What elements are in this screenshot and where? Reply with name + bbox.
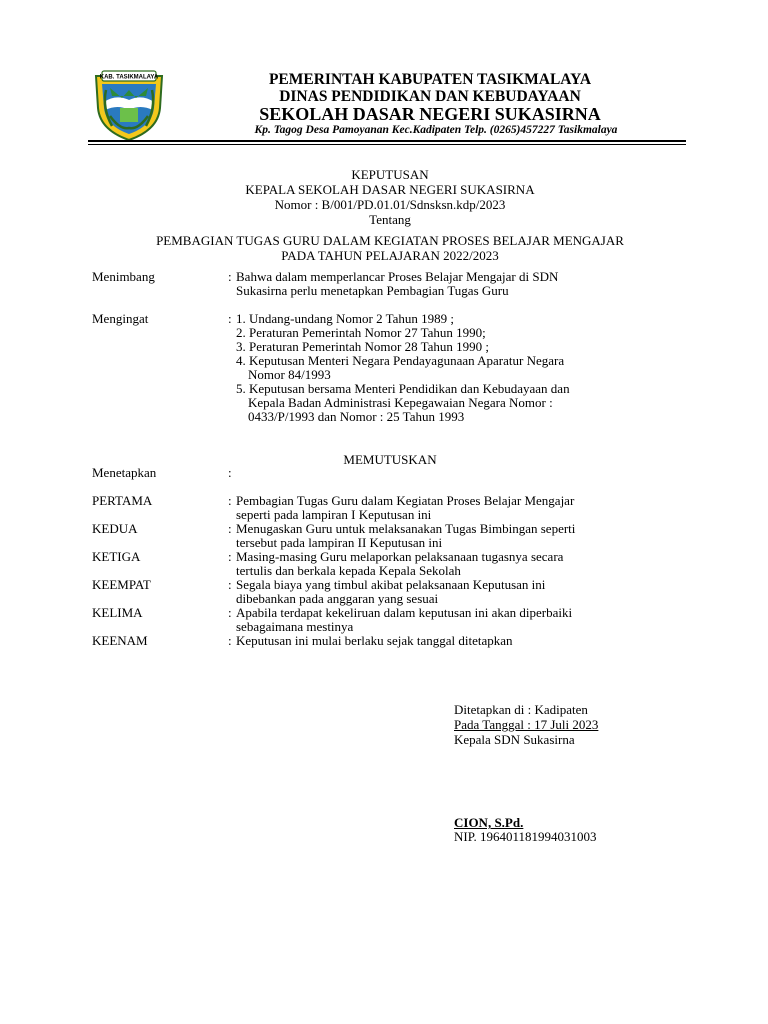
decision-colon: : <box>228 521 232 536</box>
decision-text <box>236 494 676 522</box>
decree-title: KEPUTUSAN <box>351 167 429 182</box>
menetapkan-colon: : <box>228 465 232 480</box>
mengingat-item: 3. Peraturan Pemerintah Nomor 28 Tahun 1990 ; <box>236 339 490 354</box>
decision-line: dibebankan pada anggaran yang sesuai <box>236 591 439 606</box>
signatory-nip: NIP. 196401181994031003 <box>454 829 597 844</box>
signature-place: Ditetapkan di : Kadipaten <box>454 702 588 717</box>
mengingat-item-continuation: Kepala Badan Administrasi Kepegawaian Negara Nomor : <box>248 395 553 410</box>
menimbang-label: Menimbang <box>92 269 155 284</box>
letterhead-line-2: DINAS PENDIDIKAN DAN KEBUDAYAAN <box>279 88 581 105</box>
decision-line: Masing-masing Guru melaporkan pelaksanaan tugasnya secara <box>236 549 564 564</box>
decision-line: tersebut pada lampiran II Keputusan ini <box>236 535 443 550</box>
decision-label: PERTAMA <box>92 493 153 508</box>
signature-position: Kepala SDN Sukasirna <box>454 732 575 747</box>
decision-label: KEEMPAT <box>92 577 151 592</box>
mengingat-label: Mengingat <box>92 311 149 326</box>
menetapkan-label: Menetapkan <box>92 465 157 480</box>
mengingat-item-continuation: Nomor 84/1993 <box>248 367 331 382</box>
menimbang-line: Bahwa dalam memperlancar Proses Belajar Mengajar di SDN <box>236 269 559 284</box>
mengingat-item: 1. Undang-undang Nomor 2 Tahun 1989 ; <box>236 311 455 326</box>
mengingat-colon: : <box>228 311 232 326</box>
decision-colon: : <box>228 605 232 620</box>
decision-text <box>236 550 676 578</box>
menimbang-line: Sukasirna perlu menetapkan Pembagian Tugas Guru <box>236 283 509 298</box>
decision-text <box>236 606 676 634</box>
decision-line: sebagaimana mestinya <box>236 619 354 634</box>
decision-line: Pembagian Tugas Guru dalam Kegiatan Proses Belajar Mengajar <box>236 493 575 508</box>
decree-about: Tentang <box>369 212 411 227</box>
decision-label: KEENAM <box>92 633 148 648</box>
mengingat-item: 4. Keputusan Menteri Negara Pendayagunaan Aparatur Negara <box>236 353 565 368</box>
mengingat-list <box>236 312 676 424</box>
decree-subject-line-2: PADA TAHUN PELAJARAN 2022/2023 <box>281 248 499 263</box>
svg-text:KAB. TASIKMALAYA: KAB. TASIKMALAYA <box>99 74 159 81</box>
letterhead-school-name: SEKOLAH DASAR NEGERI SUKASIRNA <box>259 104 601 124</box>
decision-colon: : <box>228 633 232 648</box>
menimbang-colon: : <box>228 269 232 284</box>
decree-number: Nomor : B/001/PD.01.01/Sdnsksn.kdp/2023 <box>274 197 506 212</box>
decision-colon: : <box>228 549 232 564</box>
decision-text <box>236 578 676 606</box>
mengingat-item: 2. Peraturan Pemerintah Nomor 27 Tahun 1990; <box>236 325 486 340</box>
menimbang-text <box>236 270 676 298</box>
decision-line: seperti pada lampiran I Keputusan ini <box>236 507 432 522</box>
letterhead-line-1: PEMERINTAH KABUPATEN TASIKMALAYA <box>268 71 592 88</box>
decision-label: KETIGA <box>92 549 141 564</box>
letterhead-divider-thin <box>88 144 686 145</box>
signature-date: Pada Tanggal : 17 Juli 2023 <box>454 717 599 732</box>
decision-text <box>236 522 676 550</box>
decision-text <box>236 634 676 648</box>
decree-issuer: KEPALA SEKOLAH DASAR NEGERI SUKASIRNA <box>245 182 535 197</box>
decision-line: Menugaskan Guru untuk melaksanakan Tugas Bimbingan seperti <box>236 521 576 536</box>
signatory-name: CION, S.Pd. <box>454 815 524 830</box>
decision-line: Apabila terdapat kekeliruan dalam keputusan ini akan diperbaiki <box>236 605 573 620</box>
memutuskan-heading: MEMUTUSKAN <box>343 452 437 467</box>
decision-colon: : <box>228 577 232 592</box>
mengingat-item: 5. Keputusan bersama Menteri Pendidikan dan Kebudayaan dan <box>236 381 570 396</box>
decision-line: Segala biaya yang timbul akibat pelaksanaan Keputusan ini <box>236 577 546 592</box>
letterhead-divider-thick <box>88 140 686 142</box>
decision-line: Keputusan ini mulai berlaku sejak tanggal ditetapkan <box>236 633 513 648</box>
letterhead-address: Kp. Tagog Desa Pamoyanan Kec.Kadipaten Telp. (0265)457227 Tasikmalaya <box>254 124 618 136</box>
decision-colon: : <box>228 493 232 508</box>
mengingat-item-continuation: 0433/P/1993 dan Nomor : 25 Tahun 1993 <box>248 409 465 424</box>
decision-label: KELIMA <box>92 605 143 620</box>
decree-subject-line-1: PEMBAGIAN TUGAS GURU DALAM KEGIATAN PROSES BELAJAR MENGAJAR <box>156 233 624 248</box>
decision-label: KEDUA <box>92 521 138 536</box>
decision-line: tertulis dan berkala kepada Kepala Sekolah <box>236 563 461 578</box>
kabupaten-tasikmalaya-emblem <box>90 68 168 142</box>
